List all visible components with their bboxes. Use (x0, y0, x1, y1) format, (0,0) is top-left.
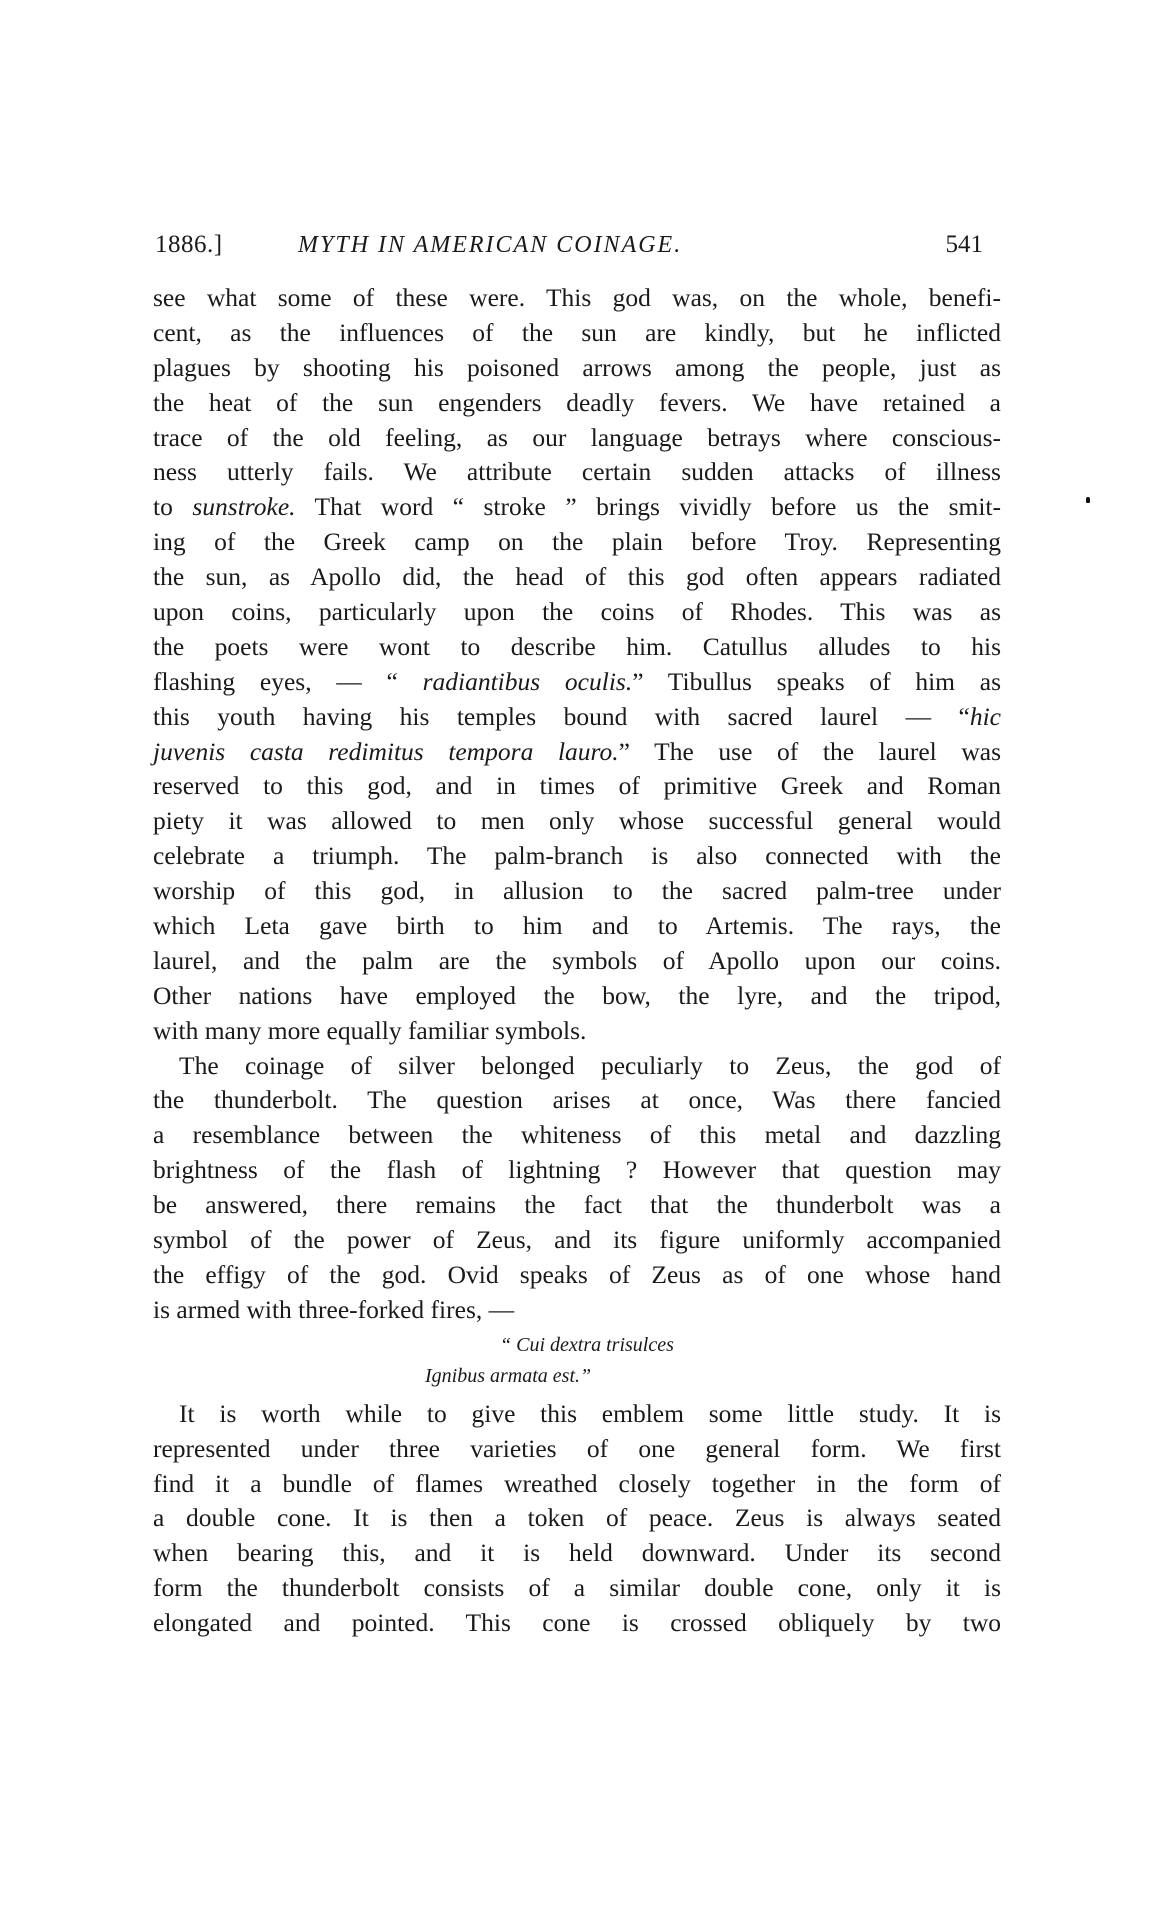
text-line: ness utterly fails. We attribute certain sudden attacks of illness (153, 457, 1001, 487)
text-line: worship of this god, in allusion to the sacred palm-tree under (153, 876, 1001, 906)
text-line: reserved to this god, and in times of primitive Greek and Roman (153, 771, 1001, 801)
text-line: this youth having his temples bound with sacred laurel — “hic (153, 701, 1001, 731)
paragraph-thunderbolt-forms (153, 1397, 1001, 1641)
text-line: elongated and pointed. This cone is crossed obliquely by two (153, 1608, 1001, 1638)
running-head (153, 227, 1001, 263)
body-text (153, 281, 1001, 1641)
text-line: It is worth while to give this emblem some little study. It is (179, 1398, 1001, 1428)
text-line: is armed with three-forked fires, — (153, 1294, 515, 1324)
text-line: when bearing this, and it is held downward. Under its second (153, 1538, 1001, 1568)
text-line: see what some of these were. This god was, on the whole, benefi- (153, 283, 1001, 312)
text-line: trace of the old feeling, as our language betrays where conscious- (153, 422, 1001, 452)
text-line: The coinage of silver belonged peculiarly to Zeus, the god of (179, 1050, 1001, 1080)
text-line: form the thunderbolt consists of a similar double cone, only it is (153, 1573, 1001, 1603)
scan-speck (1086, 497, 1090, 503)
text-line: the effigy of the god. Ovid speaks of Zeus as of one whose hand (153, 1259, 1001, 1289)
text-line: a double cone. It is then a token of peace. Zeus is always seated (153, 1503, 1001, 1533)
text-line: cent, as the influences of the sun are kindly, but he inflicted (153, 317, 1001, 347)
page-number: 541 (945, 231, 983, 258)
verse-line: “ Cui dextra trisulces (500, 1333, 674, 1356)
text-line: find it a bundle of flames wreathed closely together in the form of (153, 1468, 1001, 1498)
text-line: the poets were wont to describe him. Catullus alludes to his (153, 631, 1001, 661)
text-line: be answered, there remains the fact that the thunderbolt was a (153, 1190, 1001, 1220)
running-head-title: MYTH IN AMERICAN COINAGE. (298, 232, 683, 258)
text-line: the sun, as Apollo did, the head of this god often appears radiated (153, 562, 1001, 592)
italic-phrase: hic (969, 701, 1001, 731)
text-line: which Leta gave birth to him and to Artemis. The rays, the (153, 911, 1001, 941)
text-line: piety it was allowed to men only whose successful general would (153, 806, 1001, 836)
text-line: juvenis casta redimitus tempora lauro.” The use of the laurel was (153, 736, 1002, 766)
text-line: with many more equally familiar symbols. (153, 1015, 587, 1045)
text-line: to sunstroke. That word “ stroke ” brings vividly before us the smit- (153, 492, 1002, 522)
running-head-year: 1886.] (155, 231, 223, 258)
italic-phrase: juvenis casta redimitus tempora lauro. (153, 736, 619, 766)
text-line: flashing eyes, — “ radiantibus oculis.” Tibullus speaks of him as (153, 666, 1001, 696)
italic-phrase: radiantibus oculis. (422, 666, 633, 696)
text-line: plagues by shooting his poisoned arrows among the people, just as (153, 352, 1001, 382)
text-line: represented under three varieties of one general form. We first (153, 1433, 1001, 1463)
text-line: ing of the Greek camp on the plain before Troy. Representing (153, 527, 1001, 557)
text-line: upon coins, particularly upon the coins of Rhodes. This was as (153, 597, 1001, 627)
text-line: celebrate a triumph. The palm-branch is also connected with the (153, 841, 1001, 871)
paragraph-zeus-silver (153, 1049, 1001, 1328)
italic-phrase: sunstroke. (192, 492, 296, 522)
text-line: the heat of the sun engenders deadly fevers. We have retained a (153, 387, 1001, 417)
text-line: the thunderbolt. The question arises at once, Was there fancied (153, 1085, 1001, 1115)
verse-quotation (153, 1330, 1001, 1392)
text-line: Other nations have employed the bow, the lyre, and the tripod, (153, 980, 1001, 1010)
text-line: a resemblance between the whiteness of this metal and dazzling (153, 1120, 1001, 1150)
text-line: symbol of the power of Zeus, and its figure uniformly accompanied (153, 1225, 1001, 1255)
text-line: laurel, and the palm are the symbols of Apollo upon our coins. (153, 945, 1001, 975)
paragraph-apollo-symbols (153, 281, 1001, 1049)
text-line: brightness of the flash of lightning ? However that question may (153, 1155, 1001, 1185)
verse-line: Ignibus armata est.” (425, 1364, 592, 1387)
